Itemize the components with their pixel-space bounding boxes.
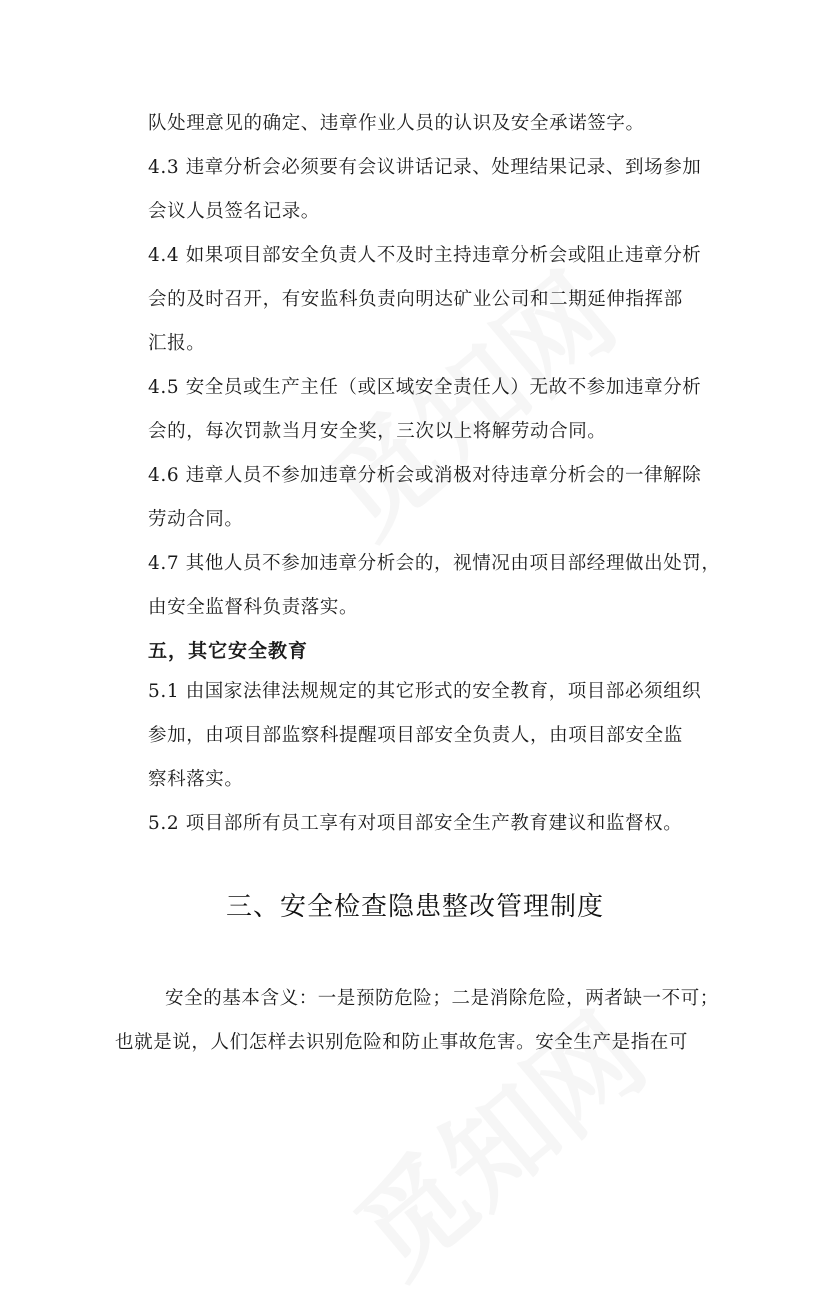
watermark-bottom <box>318 972 672 1305</box>
chapter-three-title: 三、安全检查隐患整改管理制度 <box>225 892 604 922</box>
text-line-6: 汇报。 <box>148 333 206 354</box>
intro-line-1: 安全的基本含义：一是预防危险；二是消除危险，两者缺一不可； <box>165 988 719 1009</box>
section-five-line-2: 参加，由项目部监察科提醒项目部安全负责人，由项目部安全监 <box>148 725 683 746</box>
text-line-2: 4.3 违章分析会必须要有会议讲话记录、处理结果记录、到场参加 <box>148 157 702 178</box>
text-line-8: 会的，每次罚款当月安全奖，三次以上将解劳动合同。 <box>148 421 607 442</box>
intro-line-2: 也就是说，人们怎样去识别危险和防止事故危害。安全生产是指在可 <box>115 1032 689 1053</box>
text-line-1: 队处理意见的确定、违章作业人员的认识及安全承诺签字。 <box>148 113 645 134</box>
text-line-9: 4.6 违章人员不参加违章分析会或消极对待违章分析会的一律解除 <box>148 465 702 486</box>
section-five-line-1: 5.1 由国家法律法规规定的其它形式的安全教育，项目部必须组织 <box>148 681 702 702</box>
section-five-line-4: 5.2 项目部所有员工享有对项目部安全生产教育建议和监督权。 <box>148 813 683 834</box>
text-line-12: 由安全监督科负责落实。 <box>148 597 359 618</box>
section-five-line-3: 察科落实。 <box>148 769 244 790</box>
text-line-4: 4.4 如果项目部安全负责人不及时主持违章分析会或阻止违章分析 <box>148 245 702 266</box>
text-line-7: 4.5 安全员或生产主任（或区域安全责任人）无故不参加违章分析 <box>148 377 702 398</box>
text-line-10: 劳动合同。 <box>148 509 244 530</box>
section-five-title: 五，其它安全教育 <box>148 640 309 662</box>
text-line-5: 会的及时召开，有安监科负责向明达矿业公司和二期延伸指挥部 <box>148 289 683 310</box>
text-line-3: 会议人员签名记录。 <box>148 201 320 222</box>
text-line-11: 4.7 其他人员不参加违章分析会的，视情况由项目部经理做出处罚， <box>148 553 721 574</box>
